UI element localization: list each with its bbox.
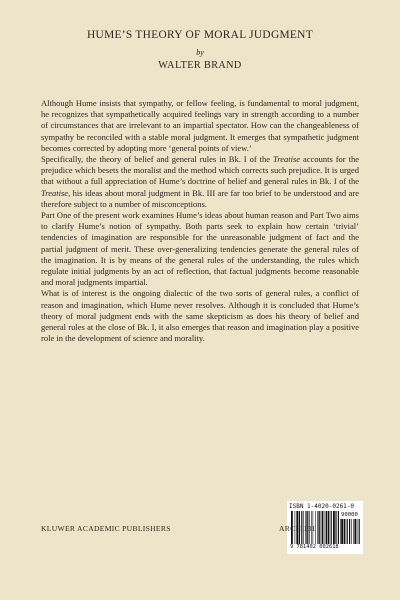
treatise-title: Treatise	[41, 187, 69, 198]
price-barcode-bar	[353, 519, 354, 544]
book-title: HUME’S THEORY OF MORAL JUDGMENT	[87, 29, 313, 41]
blurb-p2-text-a: Specifically, the theory of belief and general rules in Bk. I of the	[41, 154, 273, 165]
price-barcode-bar	[354, 519, 356, 544]
by-line: by	[196, 48, 204, 57]
barcode-bar	[333, 511, 335, 544]
blurb-paragraph-2	[41, 154, 359, 210]
blurb	[41, 98, 359, 344]
blurb-paragraph-4: What is of interest is the ongoing dialectic of the two sorts of general rules, a conflict of reason and imagination, which Hume never resolves. Although it is concluded that Hume’s theory of moral judgment ends with the same skepticism as does his theory of belief and general rules at the close of Bk. I, it also emerges that reason and imagination play a positive role in the development of science and morality.	[41, 288, 359, 344]
treatise-title: Treatise	[272, 154, 301, 165]
barcode-bar	[335, 511, 336, 544]
price-barcode-bar	[351, 519, 352, 544]
price-barcode-bar	[347, 519, 348, 544]
barcode-bar	[322, 511, 324, 544]
price-code: 90000	[341, 512, 358, 518]
barcode-bar	[325, 511, 326, 544]
barcode-bar	[319, 511, 320, 544]
ean-number: 9 781402 002618	[290, 544, 339, 550]
author-name: WALTER BRAND	[158, 60, 242, 71]
price-barcode-image	[340, 519, 360, 544]
price-barcode-bar	[357, 519, 358, 544]
barcode-bar	[338, 511, 339, 544]
price-barcode-bar	[344, 519, 346, 544]
barcode-bar	[326, 511, 327, 544]
barcode-bar	[331, 511, 332, 544]
price-barcode-bar	[349, 519, 350, 544]
blurb-p2-text-b: accounts for the prejudice which besets the moralist and the method which corrects such prejudice. It is urged that without a full appreciation of Hume’s doctrine of belief and general rules in Bk. I of the	[41, 154, 359, 187]
series-number: ARCH 131	[279, 524, 316, 533]
price-barcode-bar	[340, 519, 341, 544]
barcode-bar	[317, 511, 318, 544]
blurb-p2-text-c: , his ideas about moral judgment in Bk. III are far too brief to be understood and are therefore subject to a number of misconceptions.	[41, 187, 359, 209]
price-barcode-bar	[341, 519, 343, 544]
isbn-number: ISBN 1-4020-0261-0	[289, 503, 355, 510]
price-barcode-bar	[359, 519, 360, 544]
blurb-paragraph-1: Although Hume insists that sympathy, or fellow feeling, is fundamental to moral judgment, he recognizes that sympathetically acquired feelings vary in strength according to a number of circumstances that are irrelevant to an impartial spectator. How can the changeableness of sympathy be reconciled with a stable moral judgment. It emerges that sympathetic judgment becomes corrected by adopting more ‘general points of view.’	[41, 98, 359, 153]
barcode-bar	[328, 511, 330, 544]
publisher-name: KLUWER ACADEMIC PUBLISHERS	[41, 524, 171, 533]
blurb-paragraph-3: Part One of the present work examines Hume’s ideas about human reason and Part Two aims to clarify Hume’s notion of sympathy. Both parts seek to explain how certain ‘trivial’ tendencies of imagination are responsible for the unreasonable judgment of fact and the partial judgment of merit. These over-generalizing tendencies generate the general rules of the imagination. It is by means of the general rules of the understanding, the rules which regulate initial judgments by an act of reflection, that factual judgments become reasonable and moral judgments impartial.	[41, 210, 359, 288]
